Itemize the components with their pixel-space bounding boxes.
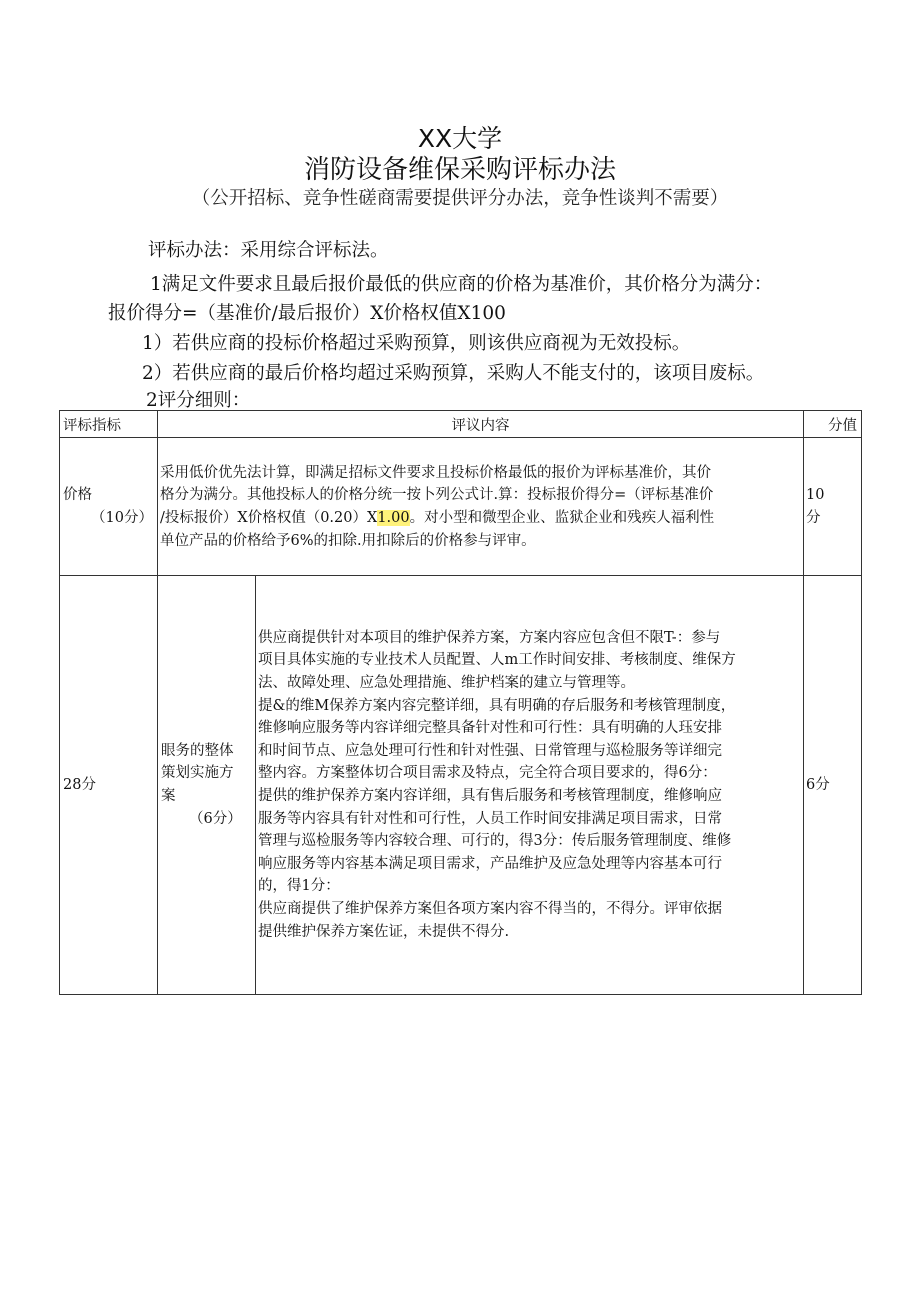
service-subcriterion-line: 眼务的整体	[161, 742, 234, 759]
table-header-row	[60, 411, 862, 438]
price-score-unit: 分	[806, 509, 821, 526]
service-content-line: 管理与巡检服务等内容较合理、可行的，得3分：传后服务管理制度、维修	[258, 833, 732, 850]
header-score: 分值	[804, 411, 862, 438]
document-title: XX大学	[417, 124, 503, 153]
service-score-cell: 6分	[804, 576, 862, 995]
price-deduction-text: 。对小型和微型企业、监狱企业和残疾人福利性	[409, 510, 715, 526]
highlighted-coefficient: 1.00	[377, 510, 410, 526]
scoring-table	[59, 410, 862, 995]
price-content-line	[160, 507, 801, 530]
service-content-line: 的，得1分：	[258, 878, 340, 895]
price-content-line: 采用低价优先法计算，即满足招标文件要求且投标价格最低的报价为评标基准价，其价	[160, 464, 711, 481]
service-content-line: 服务等内容具有针对性和可行性，人员工作时间安排满足项目需求，日常	[258, 810, 722, 827]
service-content-line: 提&的维M保养方案内容完整详细，具有明确的存后服务和考核管理制度，	[258, 697, 736, 714]
service-content-line: 和时间节点、应急处理可行性和针对性强、日常管理与巡检服务等详细完	[258, 742, 722, 759]
service-content-line: 法、故障处理、应急处理措施、维护档案的建立与管理等。	[258, 675, 635, 692]
service-content-line: 供应商提供针对本项目的维护保养方案，方案内容应包含但不限T-：参与	[258, 629, 721, 646]
service-content-line: 响应服务等内容基本满足项目需求，产品维护及应急处理等内容基本可行	[258, 855, 722, 872]
price-indicator-name: 价格	[63, 486, 92, 503]
service-group-total: 28分	[60, 576, 158, 995]
service-content-line: 维修响应服务等内容详细完整具备针对性和可行性：具有明确的人珏安排	[258, 720, 722, 737]
price-content-line: 单位产品的价格给予6%的扣除.用扣除后的价格参与评审。	[160, 532, 536, 549]
invalid-bid-note: 1）若供应商的投标价格超过采购预算，则该供应商视为无效投标。	[142, 333, 691, 354]
service-subcriterion-line: 案	[161, 788, 176, 804]
project-void-note: 2）若供应商的最后价格均超过采购预算，采购人不能支付的，该项目废标。	[142, 363, 765, 384]
scoring-details-heading: 2评分细则：	[146, 390, 251, 411]
price-indicator-points: （10分）	[91, 509, 153, 526]
price-indicator-cell	[60, 438, 158, 576]
service-subcriterion-line: 策划实施方	[161, 765, 234, 782]
service-row	[60, 576, 862, 995]
price-content-cell	[158, 438, 804, 576]
service-content-line: 整内容。方案整体切合项目需求及特点，完全符合项目要求的，得6分：	[258, 765, 717, 782]
service-content-line: 项目具体实施的专业技术人员配置、人m工作时间安排、考核制度、维保方	[258, 652, 736, 669]
service-subcriterion-points: （6分）	[189, 810, 242, 827]
service-content-line: 供应商提供了维护保养方案但各项方案内容不得当的，不得分。评审依据	[258, 900, 722, 917]
price-score-cell	[804, 438, 862, 576]
document-subject: 消防设备维保采购评标办法	[303, 155, 616, 185]
header-content: 评议内容	[158, 411, 804, 438]
service-content-cell	[256, 576, 804, 995]
header-indicator: 评标指标	[60, 411, 158, 438]
evaluation-method: 评标办法：采用综合评标法。	[148, 240, 389, 261]
price-rule: 1满足文件要求且最后报价最低的供应商的价格为基准价，其价格分为满分：	[150, 274, 773, 295]
service-content-line: 提供的维护保养方案内容详细，具有售后服务和考核管理制度，维修响应	[258, 788, 722, 804]
price-score-value: 10	[806, 486, 825, 503]
price-row	[60, 438, 862, 576]
price-formula: 报价得分=（基准价/最后报价）X价格权值X100	[108, 303, 506, 324]
price-formula-text: /投标报价）X价格权值（0.20）X	[160, 510, 378, 526]
service-subcriterion-cell	[158, 576, 256, 995]
price-content-line: 格分为满分。其他投标人的价格分统一按卜列公式计.算：投标报价得分=（评标基准价	[160, 487, 714, 504]
document-subtitle: （公开招标、竞争性磋商需要提供评分办法，竞争性谈判不需要）	[191, 188, 729, 209]
service-content-line: 提供维护保养方案佐证，未提供不得分.	[258, 923, 510, 940]
